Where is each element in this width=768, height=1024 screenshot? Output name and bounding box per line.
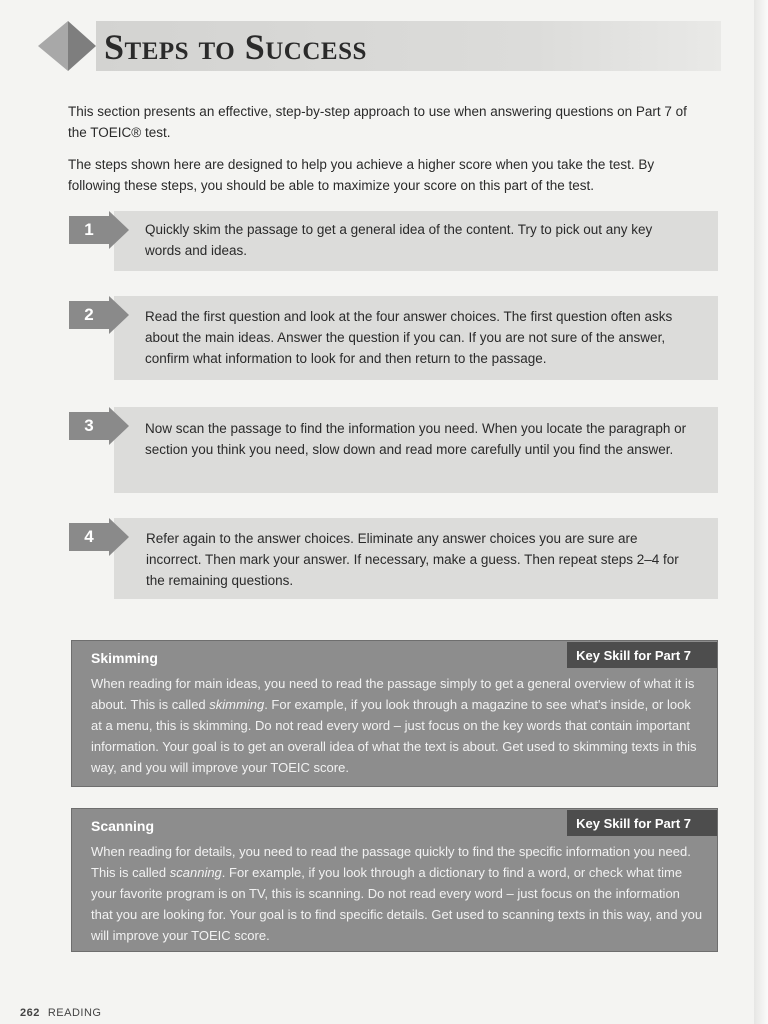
- page-title: Steps to Success: [104, 27, 367, 67]
- skill-tag: Key Skill for Part 7: [567, 642, 717, 668]
- page-footer: [20, 1007, 101, 1019]
- page-number: 262: [20, 1007, 40, 1019]
- intro-paragraph: The steps shown here are designed to help you achieve a higher score when you take the test. By following these steps, you should be able to maximize your score on this part of the test.: [68, 157, 655, 193]
- page-edge: [754, 0, 768, 1024]
- skill-tag: Key Skill for Part 7: [567, 810, 717, 836]
- intro-paragraph: This section presents an effective, step-by-step approach to use when answering questions on Part 7 of the TOEIC® test.: [68, 104, 687, 140]
- skill-text: When reading for main ideas, you need to read the passage simply to get a general overview of what it is about. This is called skimming. For example, if you look through a magazine to see what's inside, or look at a menu, this is skimming. Do not read every word – just focus on the key words that contain important information. Your goal is to get an overall idea of what the text is about. Get used to skimming texts in this way, and you will improve your TOEIC score.: [91, 676, 697, 775]
- skill-term: skimming: [209, 697, 265, 712]
- skill-box-skimming: [71, 640, 718, 787]
- skill-term: scanning: [169, 865, 222, 880]
- right-arrow-icon: [109, 211, 129, 249]
- step-number: 1: [69, 216, 109, 244]
- step-number: 2: [69, 301, 109, 329]
- step-text: Quickly skim the passage to get a general idea of the content. Try to pick out any key words and ideas.: [114, 211, 718, 271]
- step-number: 4: [69, 523, 109, 551]
- skill-heading: Scanning: [91, 818, 155, 834]
- double-arrow-icon: [38, 21, 96, 71]
- skill-box-scanning: [71, 808, 718, 952]
- skill-text: When reading for details, you need to read the passage quickly to find the specific information you need. This is called scanning. For example, if you look through a dictionary to find a word, or check what time your favorite program is on TV, this is scanning. Do not read every word – just focus on the information that you are looking for. Your goal is to find specific details. Get used to scanning texts in this way, and you will improve your TOEIC score.: [91, 844, 703, 943]
- step-text: Refer again to the answer choices. Eliminate any answer choices you are sure are incorrect. Then mark your answer. If necessary, make a guess. Then repeat steps 2–4 for the remaining questions.: [114, 518, 718, 599]
- section-label: READING: [47, 1007, 102, 1019]
- section-header: [38, 17, 718, 73]
- right-arrow-icon: [109, 407, 129, 445]
- step-text: Read the first question and look at the four answer choices. The first question often asks about the main ideas. Answer the question if you can. If you are not sure of the answer, confirm what information to look for and then return to the passage.: [114, 296, 718, 380]
- step-number: 3: [69, 412, 109, 440]
- step-text: Now scan the passage to find the information you need. When you locate the paragraph or section you think you need, slow down and read more carefully until you find the answer.: [114, 407, 718, 493]
- right-arrow-icon: [109, 296, 129, 334]
- right-arrow-icon: [109, 518, 129, 556]
- skill-heading: Skimming: [91, 650, 158, 666]
